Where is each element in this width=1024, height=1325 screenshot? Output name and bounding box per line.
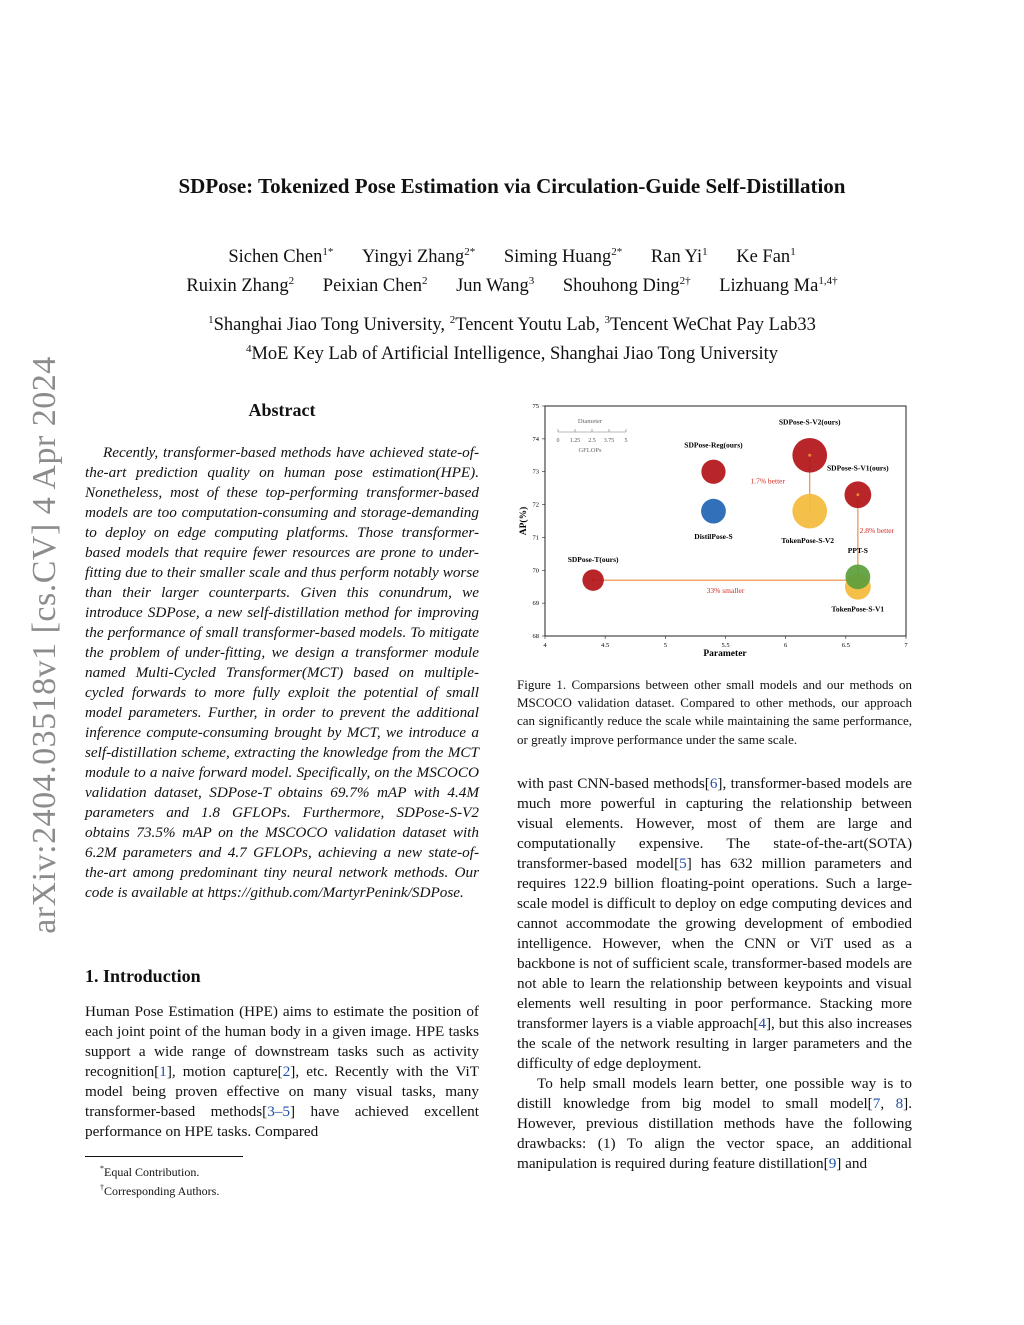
author: Ran Yi$^1$ — [650, 246, 708, 268]
author: Jun Wang$^3$ — [456, 275, 535, 297]
size-legend-unit: GFLOPs — [578, 447, 602, 454]
figure-1-chart — [518, 398, 912, 660]
author-list — [0, 240, 1024, 298]
citation-link[interactable]: 6 — [709, 775, 718, 792]
x-axis-label: Parameter — [703, 649, 747, 659]
affiliation-row-1: $^1$Shanghai Jiao Tong University, $^2$Tencent Youtu Lab, $^3$Tencent WeChat Pay Lab33 — [208, 314, 816, 336]
x-tick-label: 5.5 — [721, 642, 730, 649]
y-tick-label: 71 — [532, 534, 539, 542]
citation-link[interactable]: 7 — [872, 1095, 881, 1112]
author: Peixian Chen$^2$ — [322, 275, 428, 297]
citation-link[interactable]: 9 — [828, 1155, 837, 1172]
x-tick-label: 4 — [543, 642, 547, 649]
size-legend-tick-label: 3.75 — [603, 438, 615, 444]
paragraph: To help small models learn better, one possible way is to distill knowledge from big model to small model[7, 8]. However, previous distillation methods have the following drawbacks: (1) To align the vector space, an additional manipulation is required during feature distillation[9] and — [517, 1075, 913, 1172]
y-tick-label: 68 — [532, 633, 539, 640]
footnote-divider — [85, 1156, 243, 1157]
point-label: SDPose-T(ours) — [567, 555, 619, 565]
point-label: PPT-S — [847, 545, 868, 555]
author: Siming Huang$^{2*}$ — [503, 246, 623, 268]
bubble-sdpose-t-ours — [582, 569, 603, 590]
author: Yingyi Zhang$^{2*}$ — [361, 246, 476, 268]
connector-end — [808, 454, 811, 457]
x-tick-label: 6.5 — [841, 642, 850, 649]
author: Ruixin Zhang$^2$ — [186, 275, 295, 297]
author: Sichen Chen$^{1*}$ — [228, 246, 334, 268]
footnote-equal-contribution: *Equal Contribution. — [100, 1164, 200, 1179]
point-label: TokenPose-S-V1 — [831, 604, 885, 614]
annotation-label: 2.8% better — [859, 525, 895, 535]
size-legend-tick-label: 5 — [624, 438, 628, 444]
figure-1-caption: Figure 1. Comparsions between other small models and our methods on MSCOCO validation dataset. Compared to other methods, our approach can significantly reduce the scale while maintaining the same performance, or greatly improve performance under the same scale. — [517, 677, 912, 747]
right-column-text — [517, 774, 912, 1174]
point-label: SDPose-S-V2(ours) — [778, 417, 841, 427]
bubble-distilpose-s — [701, 499, 726, 524]
y-tick-label: 73 — [532, 468, 539, 476]
author-row-2 — [0, 269, 1024, 298]
author-row-1 — [0, 240, 1024, 269]
citation-link[interactable]: 8 — [895, 1095, 904, 1112]
y-tick-label: 75 — [532, 403, 539, 410]
affiliations — [0, 308, 1024, 366]
connector-end — [856, 493, 859, 496]
y-tick-label: 74 — [532, 435, 539, 443]
y-axis-label: AP(%) — [519, 506, 529, 536]
bubble-tokenpose-s-v2 — [792, 494, 827, 529]
annotation-label: 1.7% better — [750, 476, 786, 486]
arxiv-stamp: arXiv:2404.03518v1 [cs.CV] 4 Apr 2024 — [26, 356, 63, 934]
author: Lizhuang $Ma^{1,4\dagger}$ — [719, 275, 838, 297]
size-legend-tick-label: 2.5 — [588, 438, 596, 444]
size-legend-title: Diameter — [577, 418, 603, 425]
point-label: TokenPose-S-V2 — [781, 536, 835, 546]
size-legend-tick-label: 1.25 — [569, 438, 581, 444]
x-tick-label: 7 — [904, 642, 908, 649]
author: Ke Fan$^1$ — [736, 246, 796, 268]
bubble-ppt-s — [845, 564, 870, 589]
bubble-sdpose-reg-ours — [701, 460, 725, 484]
citation-link[interactable]: 1 — [159, 1063, 167, 1080]
affiliation-row-2: $^4$MoE Key Lab of Artificial Intelligence, Shanghai Jiao Tong University — [245, 343, 779, 365]
x-tick-label: 6 — [784, 642, 788, 649]
citation-link[interactable]: 2 — [282, 1063, 291, 1080]
citation-link[interactable]: 3–5 — [267, 1103, 290, 1120]
section-heading-introduction: 1. Introduction — [85, 966, 201, 986]
paragraph: with past CNN-based methods[6], transformer-based models are much more powerful in capturing the relationship between visual elements. However, most of them are large and computationally expensive. The state-of-the-art(SOTA) transformer-based model[5] has 632 million parameters and requires 122.9 billion floating-point operations. Such a large-scale model is difficult to deploy on edge computing devices and cannot accommodate the growing development of embodied intelligence. However, when the CNN or ViT used as a backbone is not of sufficient scale, transformer-based models are not able to learn the relationship between keypoints and visual elements well resulting in poor performance. Stacking more transformer layers is a viable approach[4], but this also increases the scale of the network resulting in larger parameters and the difficulty of edge deployment. — [517, 775, 912, 1072]
point-label: SDPose-S-V1(ours) — [827, 463, 889, 473]
point-label: SDPose-Reg(ours) — [684, 440, 743, 450]
intro-paragraph: Human Pose Estimation (HPE) aims to estimate the position of each joint point of the human body in a given image. HPE tasks support a wide range of downstream tasks such as activity recognition[1], motion capture[2], etc. Recently with the ViT model being proven effective on many visual tasks, many transformer-based methods[3–5] have achieved excellent performance on HPE tasks. Compared — [85, 1003, 479, 1140]
abstract-text: Recently, transformer-based methods have achieved state-of-the-art prediction quality on human pose estimation(HPE). Nonetheless, most of these top-performing transformer-based models are too computation-consuming and storage-demanding to deploy on edge computing platforms. Those transformer-based models that require fewer resources are prone to under-fitting due to their smaller scale and thus perform notably worse than their larger counterparts. Given this conundrum, we introduce SDPose, a new self-distillation method for improving the performance of small transformer-based models. To mitigate the problem of under-fitting, we design a transformer module named Multi-Cycled Transformer(MCT) based on multiple-cycled forwards to more fully exploit the potential of small model parameters. Further, in order to prevent the additional inference compute-consuming brought by MCT, we introduce a self-distillation scheme, extracting the knowledge from the MCT module to a naive forward model. Specifically, on the MSCOCO validation dataset, SDPose-T obtains 69.7% mAP with 4.4M parameters and 1.8 GFLOPs. Furthermore, SDPose-S-V2 obtains 73.5% mAP on the MSCOCO validation dataset with 6.2M parameters and 4.7 GFLOPs, achieving a new state-of-the-art among predominant tiny neural network methods. Our code is available at https://github.com/MartyrPenink/SDPose. — [85, 444, 479, 901]
bubble-chart — [518, 398, 912, 660]
abstract-heading: Abstract — [248, 400, 316, 420]
citation-link[interactable]: 5 — [679, 855, 687, 872]
y-tick-label: 72 — [532, 501, 539, 509]
author: Shouhong Ding$^{2\dagger}$ — [562, 275, 691, 297]
citation-link[interactable]: 4 — [758, 1015, 766, 1032]
footnotes — [100, 1161, 219, 1199]
paper-title: SDPose: Tokenized Pose Estimation via Circulation-Guide Self-Distillation — [178, 174, 846, 198]
y-tick-label: 69 — [532, 600, 539, 608]
point-label: DistilPose-S — [694, 532, 733, 542]
footnote-corresponding-authors: †Corresponding Authors. — [100, 1183, 220, 1198]
y-tick-label: 70 — [532, 567, 539, 575]
size-legend-tick-label: 0 — [556, 438, 560, 444]
x-tick-label: 5 — [663, 642, 667, 649]
annotation-label: 33% smaller — [706, 586, 745, 596]
x-tick-label: 4.5 — [601, 642, 610, 649]
